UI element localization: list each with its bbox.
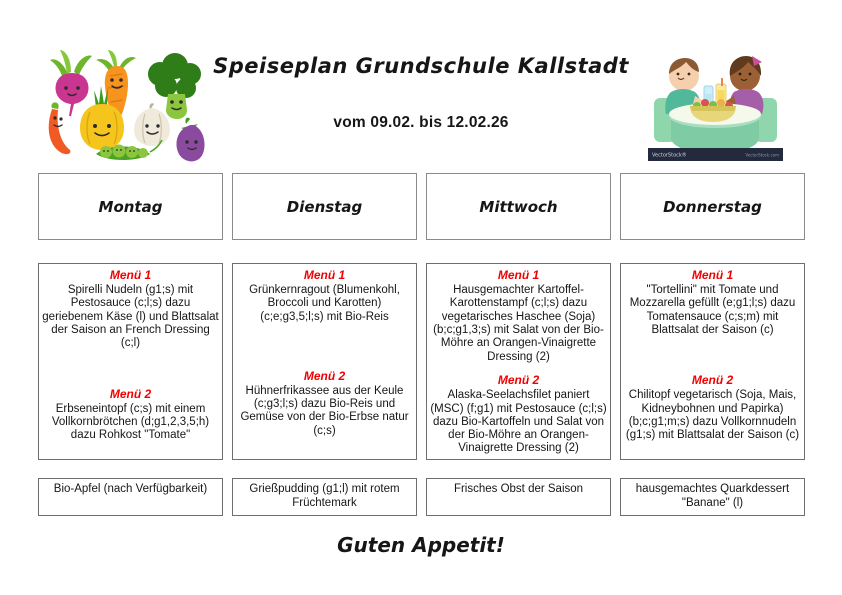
- menu-box-montag: [38, 263, 223, 460]
- menu2-text: Erbseneintopf (c;s) mit einem Vollkornbrötchen (d;g1,2,3,5;h) dazu Rohkost "Tomate": [51, 402, 210, 442]
- menu1-label: Menü 1: [109, 268, 152, 282]
- menu2-text: Hühnerfrikassee aus der Keule (c;g3;l;s) dazu Bio-Reis und Gemüse von der Bio-Erbse natur (c;s): [240, 384, 409, 437]
- watermark-bar: [648, 148, 783, 161]
- menu-box-dienstag: [232, 263, 417, 460]
- day-header-montag: Montag: [38, 173, 223, 240]
- menu1-label: Menü 1: [691, 268, 734, 282]
- date-range: vom 09.02. bis 12.02.26: [333, 114, 509, 131]
- watermark-left-text: VectorStock®: [652, 152, 687, 159]
- footer-greeting: Guten Appetit!: [337, 533, 505, 557]
- spacer: [624, 337, 801, 374]
- menu-box-donnerstag: [620, 263, 805, 460]
- dessert-donnerstag: hausgemachtes Quarkdessert "Banane" (l): [620, 478, 805, 516]
- menu1-label: Menü 1: [303, 268, 346, 282]
- menu2-label: Menü 2: [497, 373, 540, 388]
- menu-box-mittwoch: [426, 263, 611, 460]
- menu2-label: Menü 2: [109, 386, 152, 401]
- day-header-donnerstag: Donnerstag: [620, 173, 805, 240]
- dessert-montag: Bio-Apfel (nach Verfügbarkeit): [38, 478, 223, 516]
- menu1-label: Menü 1: [497, 268, 540, 282]
- menu-row: [38, 263, 805, 460]
- day-header-mittwoch: Mittwoch: [426, 173, 611, 240]
- dessert-row: [38, 478, 805, 516]
- dessert-mittwoch: Frisches Obst der Saison: [426, 478, 611, 516]
- day-header-dienstag: Dienstag: [232, 173, 417, 240]
- watermark-right-text: VectorStock.com: [745, 152, 779, 158]
- menu1-text: Grünkernragout (Blumenkohl, Broccoli und Karotten) (c;e;g3,5;l;s) mit Bio-Reis: [249, 283, 400, 323]
- menu1-text: Hausgemachter Kartoffel-Karottenstampf (c;l;s) dazu vegetarisches Haschee (Soja) (b;c;g1,3;s) mit Salat von der Bio-Möhre an Orangen-Vinaigrette Dressing (2): [433, 283, 604, 363]
- menu1-text: Spirelli Nudeln (g1;s) mit Pestosauce (c;l;s) dazu geriebenem Käse (l) und Blattsalat der Saison an French Dressing (c;l): [42, 283, 219, 350]
- day-header-row: [38, 173, 805, 240]
- spacer: [42, 351, 219, 388]
- menu2-label: Menü 2: [691, 373, 734, 388]
- spacer: [236, 324, 413, 370]
- menu2-text: Alaska-Seelachsfilet paniert (MSC) (f;g1) mit Pestosauce (c;l;s) dazu Bio-Kartoffeln und Salat von der Bio-Möhre an Orangen-Vinaigrette Dressing (2): [430, 389, 607, 455]
- spacer: [42, 442, 219, 456]
- dessert-dienstag: Grießpudding (g1;l) mit rotem Früchtemark: [232, 478, 417, 516]
- page-title: Speiseplan Grundschule Kallstadt: [213, 54, 629, 78]
- spacer: [624, 442, 801, 456]
- spacer: [236, 438, 413, 456]
- menu2-label: Menü 2: [303, 368, 346, 383]
- menu2-text: Chilitopf vegetarisch (Soja, Mais, Kidneybohnen und Papirka) (b;c;g1;m;s) dazu Vollkornnudeln (g1;s) mit Blattsalat der Saison (c): [625, 389, 800, 442]
- menu1-text: "Tortellini" mit Tomate und Mozzarella gefüllt (e;g1;l;s) dazu Tomatensauce (c;s;m) mit Blattsalat der Saison (c): [629, 283, 796, 336]
